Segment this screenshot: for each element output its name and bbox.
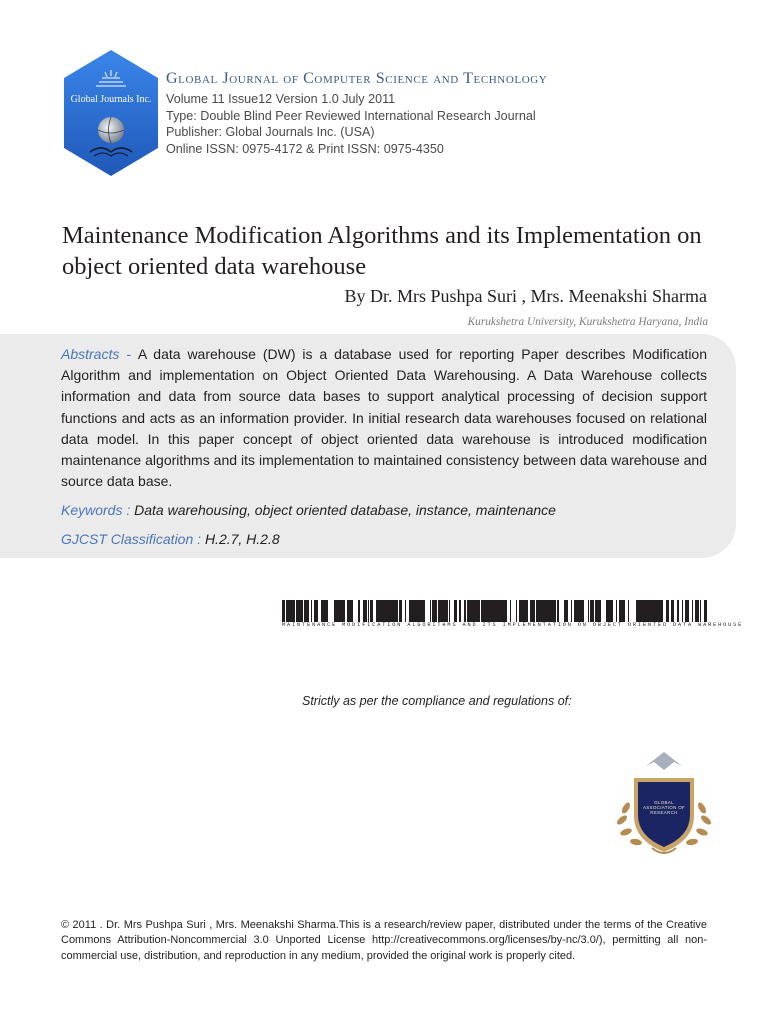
author-affiliation: Kurukshetra University, Kurukshetra Haryana, India <box>467 316 708 328</box>
association-seal <box>612 748 716 860</box>
publisher-line: Publisher: Global Journals Inc. (USA) <box>166 125 375 139</box>
issn-line: Online ISSN: 0975-4172 & Print ISSN: 0975-4350 <box>166 141 444 156</box>
type-line: Type: Double Blind Peer Reviewed International Research Journal <box>166 108 536 123</box>
journal-info <box>166 70 726 157</box>
abstract-label: Abstracts - <box>61 346 138 362</box>
barcode <box>282 600 707 622</box>
abstract <box>61 344 707 492</box>
keywords <box>61 502 556 518</box>
copyright-notice: © 2011 . Dr. Mrs Pushpa Suri , Mrs. Meenakshi Sharma.This is a research/review paper, distributed under the terms of the Creative Commons Attribution-Noncommercial 3.0 Unported License http://creativecommons.org/licenses/by-nc/3.0/), permitting all non-commercial use, distribution, and reproduction in any medium, provided the original work is properly cited. <box>61 919 707 962</box>
barcode-caption: MAINTENANCE MODIFICATION ALGORITHMS AND ITS IMPLEMENTATION ON OBJECT ORIENTED DATA WAREHOUSE <box>282 622 744 628</box>
keywords-label: Keywords : <box>61 502 135 518</box>
classification-value: H.2.7, H.2.8 <box>204 531 280 547</box>
seal-text: GLOBAL ASSOCIATION OF RESEARCH <box>642 800 686 815</box>
classification-label: GJCST Classification : <box>61 531 205 547</box>
volume-line: Volume 11 Issue12 Version 1.0 July 2011 <box>166 92 396 106</box>
journal-logo <box>62 48 160 178</box>
journal-title: Global Journal of Computer Science and Technology <box>166 70 548 87</box>
classification <box>61 531 280 547</box>
keywords-value: Data warehousing, object oriented database, instance, maintenance <box>134 502 556 518</box>
paper-authors: By Dr. Mrs Pushpa Suri , Mrs. Meenakshi Sharma <box>344 286 707 306</box>
logo-text: Global Journals Inc. <box>70 94 152 105</box>
paper-title: Maintenance Modification Algorithms and its Implementation on object oriented data warehouse <box>62 222 702 280</box>
compliance-text: Strictly as per the compliance and regulations of: <box>302 694 572 708</box>
abstract-text: A data warehouse (DW) is a database used for reporting Paper describes Modification Algorithm and implementation on Object Oriented Data Warehousing. A Data Warehouse collects information and data from source data bases to support analytical processing of decision support functions and acts as an information provider. In initial research data warehouses focused on relational data model. In this paper concept of object oriented data warehouse is introduced modification maintenance algorithms and its implementation to maintained consistency between data warehouse and source data base. <box>61 346 708 490</box>
